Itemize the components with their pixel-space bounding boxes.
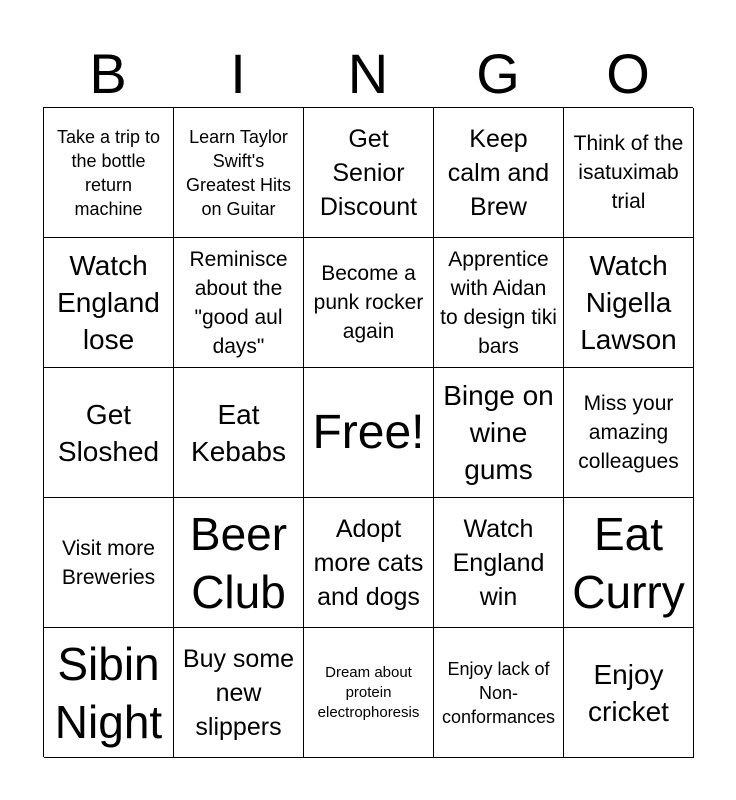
cell-text: Miss your amazing colleagues	[578, 392, 679, 473]
cell-text: Beer Club	[189, 507, 288, 618]
cell-text: Get Senior Discount	[319, 124, 418, 221]
cell-text: Learn Taylor Swift's Greatest Hits on Guitar	[185, 126, 292, 219]
cell-text: Think of the isatuximab trial	[573, 132, 684, 213]
bingo-cell[interactable]	[174, 108, 304, 238]
header-letter-i: I	[230, 42, 246, 105]
cell-text: Enjoy cricket	[588, 658, 669, 727]
bingo-grid	[43, 107, 693, 757]
bingo-cell[interactable]	[564, 238, 694, 368]
header-letter-g: G	[476, 42, 520, 105]
bingo-cell[interactable]	[564, 628, 694, 758]
bingo-cell[interactable]	[564, 368, 694, 498]
header-letter-n: N	[347, 42, 389, 105]
bingo-cell[interactable]	[304, 628, 434, 758]
header-letter-o: O	[606, 42, 650, 105]
cell-text: Eat Kebabs	[191, 398, 286, 467]
bingo-cell[interactable]	[44, 628, 174, 758]
cell-text: Keep calm and Brew	[447, 124, 550, 221]
bingo-cell[interactable]	[44, 108, 174, 238]
cell-text: Enjoy lack of Non-conformances	[441, 658, 556, 727]
cell-text: Take a trip to the bottle return machine	[56, 126, 161, 219]
bingo-cell[interactable]	[564, 108, 694, 238]
cell-text: Eat Curry	[572, 507, 685, 618]
cell-text: Buy some new slippers	[182, 644, 295, 741]
cell-text: Visit more Breweries	[61, 536, 156, 589]
free-space-text: Free!	[312, 405, 425, 459]
cell-text: Apprentice with Aidan to design tiki bars	[440, 247, 557, 358]
bingo-cell[interactable]	[174, 368, 304, 498]
cell-text: Dream about protein electrophoresis	[317, 663, 420, 721]
cell-text: Watch Nigella Lawson	[580, 250, 677, 355]
bingo-cell[interactable]	[434, 108, 564, 238]
cell-text: Watch England lose	[57, 250, 160, 355]
header-letter-b: B	[89, 42, 127, 105]
bingo-cell[interactable]	[304, 238, 434, 368]
bingo-cell[interactable]	[434, 368, 564, 498]
cell-text: Reminisce about the "good aul days"	[189, 247, 288, 358]
bingo-cell[interactable]	[44, 368, 174, 498]
cell-text: Become a punk rocker again	[313, 262, 424, 343]
bingo-cell[interactable]	[44, 238, 174, 368]
bingo-cell[interactable]	[174, 238, 304, 368]
cell-text: Sibin Night	[54, 637, 163, 748]
bingo-header	[43, 40, 693, 108]
cell-text: Get Sloshed	[57, 398, 160, 467]
cell-text: Adopt more cats and dogs	[313, 514, 424, 611]
bingo-cell[interactable]	[434, 628, 564, 758]
free-space-cell[interactable]	[304, 368, 434, 498]
cell-text: Watch England win	[452, 514, 545, 611]
bingo-cell[interactable]	[44, 498, 174, 628]
bingo-cell[interactable]	[564, 498, 694, 628]
bingo-cell[interactable]	[174, 628, 304, 758]
bingo-cell[interactable]	[304, 108, 434, 238]
bingo-cell[interactable]	[174, 498, 304, 628]
bingo-cell[interactable]	[434, 238, 564, 368]
bingo-cell[interactable]	[434, 498, 564, 628]
bingo-cell[interactable]	[304, 498, 434, 628]
cell-text: Binge on wine gums	[443, 380, 554, 485]
